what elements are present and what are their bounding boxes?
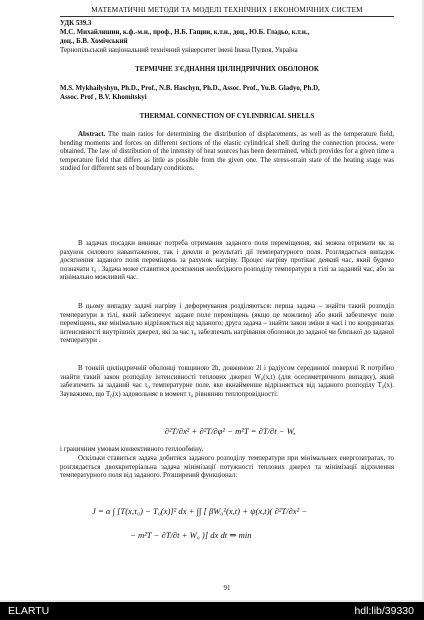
abstract — [60, 131, 394, 193]
paragraph-4: Оскільки ставиться задача добитися заданого розподілу температури при мінімальних енергозатратах, то розглядається двохкритеріальна задача мінімізації потужності теплових джерел та мінімізації відхилення температурного поля від заданого. Розширений функціонал: — [60, 455, 394, 480]
footer-repository: ELARTU — [8, 605, 50, 617]
title-en: THERMAL CONNECTION OF CYLINDRICAL SHELLS — [139, 113, 315, 120]
paragraph-3: В тонкій циліндричній оболонці товщиною 2h, довжиною 2l і радіусом серединної поверхні R потрібно знайти такий закон розподілу інтенсивності теплових джерел W₀(x,t) (для осесиметричного випадку), який забезпечить за заданий час τ₀ температурне поле, яке якнайменше відрізняється від заданого розподілу T₀(x). Зауважимо, що T₀(x) задовольняє в момент τ₀ рівнянню теплопровідності: — [60, 365, 394, 398]
abstract-text: The main ratios for determining the distribution of displacements, as well as the temperature field, bending moments and forces on different sections of the elastic cylindrical shell during the connection process, were obtained. The law of distribution of the intensity of heat sources has been determined, which provides for a given time a temperature field that differs as little as possible from the given one. The stress-strain state of the heating stage was studied for different sets of boundary conditions. — [60, 131, 394, 173]
running-header: МАТЕМАТИЧНІ МЕТОДИ ТА МОДЕЛІ ТЕХНІЧНИХ І ЕКОНОМІЧНИХ СИСТЕМ — [91, 6, 363, 14]
paragraph-4-line-1: і граничним умовам конвективного теплообміну. — [60, 446, 204, 453]
heat-equation: ∂²T/∂x² + ∂²T/∂φ² − m²T = ∂T/∂t − W, — [164, 426, 296, 436]
functional-line-2: − m²T − ∂T/∂t + W₀ )] dx dt ⇒ min — [130, 530, 252, 540]
paragraph-2: В цьому випадку задачі нагріву і деформування розділяються: перша задача – знайти такий розподіл температури в тілі, який забезпечує задане поле переміщень (якщо це можливо) або який забезпечує поле переміщень, яке мінімально відрізняється від заданого; друга задача – знайти закон зміни в часі і по координатах інтенсивності внутрішніх джерел, які за час τ₀ забезпечать нагрівання оболонки до заданої чи близької до заданої температури . — [60, 303, 394, 345]
page-number: 91 — [223, 584, 231, 592]
authors-en-line-1: M.S. Mykhailyshyn, Ph.D., Prof., N.B. Haschyn, Ph.D., Assoc. Prof., Yu.B. Gladyo, Ph.D, — [60, 85, 320, 92]
paragraph-1: В задачах посадки виникає потреба отримання заданого поля переміщення, які можна отримати як за рахунок силового навантаження, так і деколи в результаті дії температурного поля. Розглядається випадок досягнення заданого поля переміщень за рахунок нагріву. Процес нагріву протікає деякий час, який будемо позначати τ₀ . Задача може ставитися досягнення необхідного розподілу температури в тілі за заданий час, або за мінімально можливий час. — [60, 240, 394, 282]
title-ua: ТЕРМІЧНЕ З'ЄДНАННЯ ЦИЛІНДРИЧНИХ ОБОЛОНОК — [135, 66, 319, 73]
functional-line-1: J = α ∫ [T(x,τ₀) − T₀(x)]² dx + ∫∫ [ βW₀²(x,t) + ψ(x,t)( ∂²T/∂x² − — [92, 506, 308, 516]
header-rule — [60, 16, 394, 17]
affiliation: Тернопільський національний технічний університет імені Івана Пулюя, Україна — [60, 47, 298, 54]
udk-code: УДК 539.3 — [60, 20, 92, 27]
footer-bar — [0, 602, 424, 620]
authors-ua-line-2: доц., Б.В. Хомічський — [60, 38, 128, 45]
authors-en-line-2: Assoc. Prof , B.V. Khomitskyi — [60, 94, 147, 101]
authors-ua-line-1: М.С. Михайлишин, к.ф.-м.н., проф., Н.Б. Гащин, к.т.н., доц., Ю.Б. Гладьо, к.т.н., — [60, 29, 310, 36]
footer-handle: hdl:lib/39330 — [354, 605, 414, 617]
abstract-label: Abstract. — [78, 131, 106, 138]
